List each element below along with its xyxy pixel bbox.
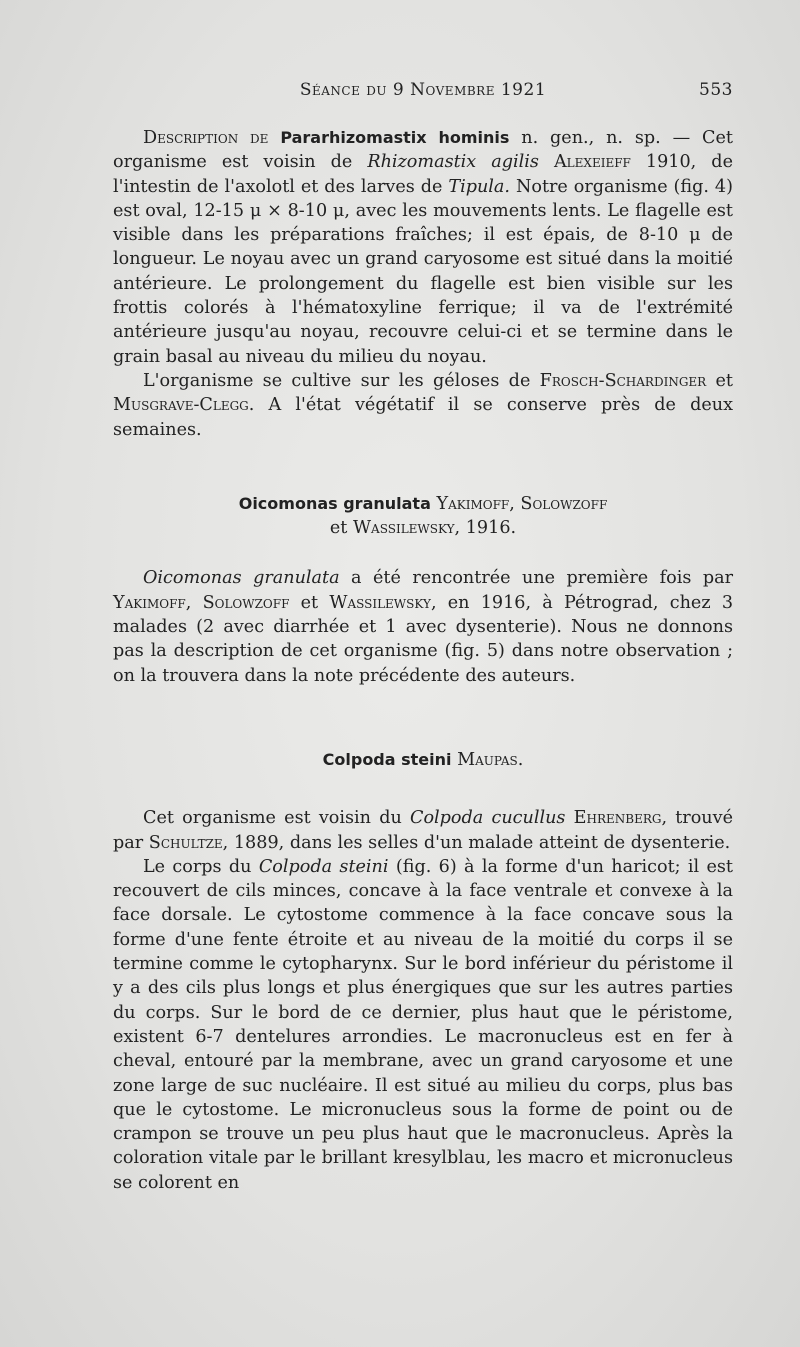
- running-header: [113, 80, 733, 110]
- paragraph-colpoda-body: Le corps du Colpoda steini (fig. 6) à la forme d'un haricot; il est recouvert de cils minces, concave à la face ventrale et convexe à la face dorsale. Le cytostome commence à la face concave sous la forme d'une fente étroite et au niveau de la moitié du corps il se termine comme le cytopharynx. Sur le bord inférieur du péristome il y a des cils plus longs et plus énergiques que sur les autres parties du corps. Sur le bord de ce dernier, plus haut que le péristome, existent 6-7 dentelures arrondies. Le macronucleus est en fer à cheval, entouré par la membrane, avec un grand caryosome et une zone large de suc nucléaire. Il est situé au milieu du corps, plus bas que le cytostome. Le micronucleus sous la forme de point ou de crampon se trouve un peu plus haut que le macronucleus. Après la coloration vitale par le brillant kresylblau, les macro et micronucleus se colorent en: [113, 856, 733, 1193]
- running-title: Séance du 9 Novembre 1921: [299, 80, 547, 100]
- section-heading-colpoda: Colpoda steini Maupas.: [322, 749, 524, 770]
- page-number: 553: [699, 80, 733, 100]
- paragraph-pararhizomastix-culture: L'organisme se cultive sur les géloses de Frosch-Schardinger et Musgrave-Clegg. A l'état végétatif il se conserve près de deux semaines.: [113, 370, 734, 440]
- paragraph-oicomonas: Oicomonas granulata a été rencontrée une première fois par Yakimoff, Solowzoff et Wassilewsky, en 1916, à Pétrograd, chez 3 malades (2 avec diarrhée et 1 avec dysenterie). Nous ne donnons pas la description de cet organisme (fig. 5) dans notre observation ; on la trouvera dans la note précédente des auteurs.: [113, 568, 734, 686]
- paragraph-colpoda-intro: Cet organisme est voisin du Colpoda cucullus Ehrenberg, trouvé par Schultze, 1889, dans les selles d'un malade atteint de dysenterie.: [113, 808, 733, 853]
- paragraph-pararhizomastix-description: Description de Pararhizomastix hominis n. gen., n. sp. — Cet organisme est voisin de Rhizomastix agilis Alexeieff 1910, de l'intestin de l'axolotl et des larves de Tipula. Notre organisme (fig. 4) est oval, 12-15 μ × 8-10 μ, avec les mouvements lents. Le flagelle est visible dans les préparations fraîches; il est épais, de 8-10 μ de longueur. Le noyau avec un grand caryosome est situé dans la moitié antérieure. Le prolongement du flagelle est bien visible sur les frottis colorés à l'hématoxyline ferrique; il va de l'extrémité antérieure jusqu'au noyau, recouvre celui-ci et se termine dans le grain basal au niveau du milieu du noyau.: [113, 128, 733, 367]
- page-body: [113, 126, 733, 1195]
- taxon-name: Pararhizomastix hominis: [280, 128, 510, 147]
- section-heading-oicomonas: Oicomonas granulata Yakimoff, Solowzoff et Wassilewsky, 1916.: [238, 493, 608, 539]
